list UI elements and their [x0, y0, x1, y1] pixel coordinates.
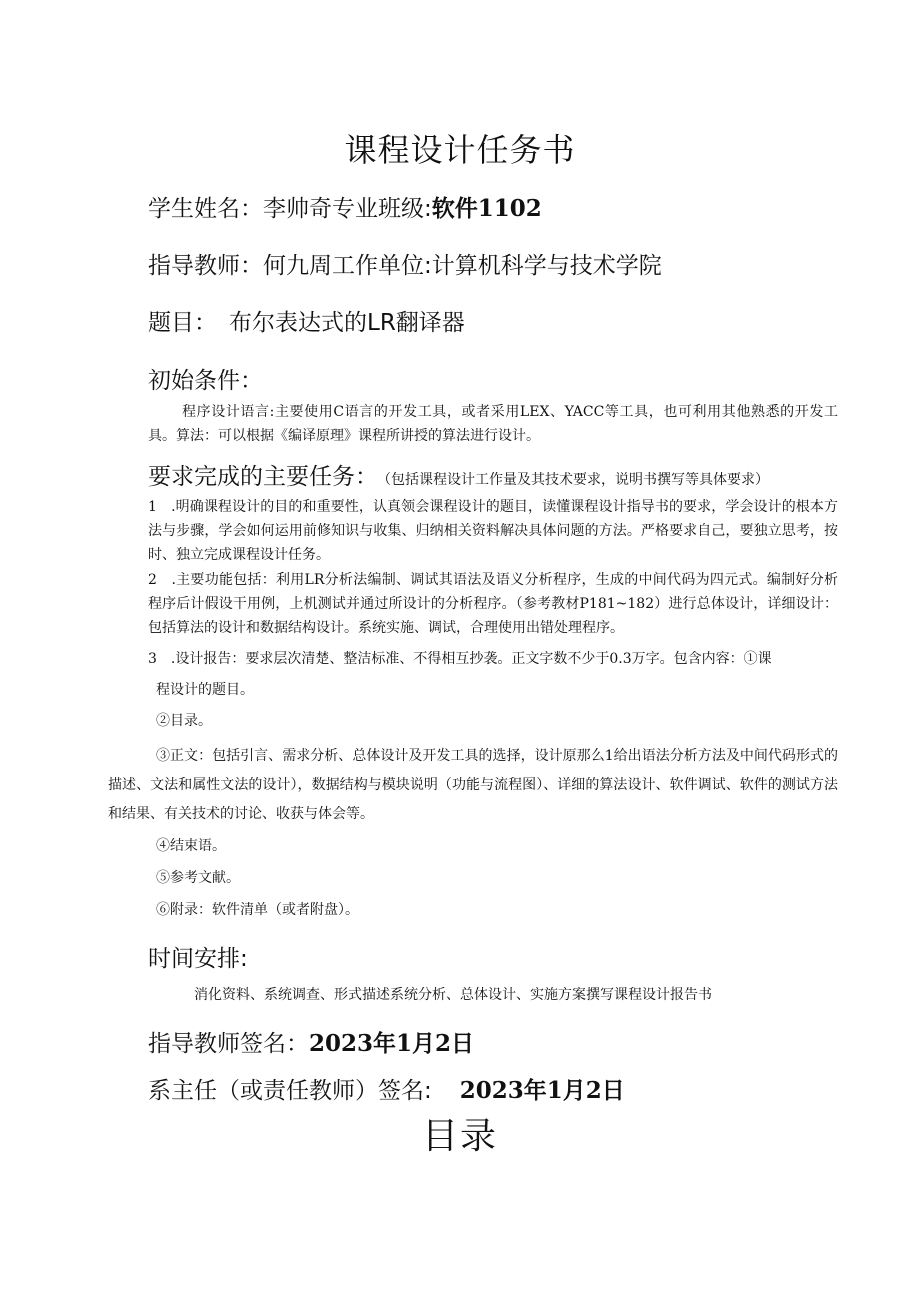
- task-item-2: 2 .主要功能包括：利用LR分析法编制、调试其语法及语义分析程序，生成的中间代码为四元式。编制好分析程序后计假设干用例，上机测试并通过所设计的分析程序。（参考教材P181~182）进行总体设计，详细设计：包括算法的设计和数据结构设计。系统实施、调试，合理使用出错处理程序。: [148, 572, 838, 636]
- tasks-note: （包括课程设计工作量及其技术要求，说明书撰写等具体要求）: [384, 472, 769, 488]
- teacher-signature-line: [148, 1025, 474, 1058]
- tasks-heading: 要求完成的主要任务：: [148, 464, 378, 490]
- task-sub-6: ⑥附录：软件清单（或者附盘）。: [156, 902, 359, 918]
- toc-title: 目录: [421, 1116, 498, 1157]
- task-item-1: 1 .明确课程设计的目的和重要性，认真领会课程设计的题目，读懂课程设计指导书的要求，学会设计的根本方法与步骤，学会如何运用前修知识与收集、归纳相关资料解决具体问题的方法。严格要求自己，要独立思考，按时、独立完成课程设计任务。: [148, 499, 838, 563]
- schedule-text: 消化资料、系统调查、形式描述系统分析、总体设计、实施方案撰写课程设计报告书: [194, 987, 712, 1003]
- schedule-heading: 时间安排:: [148, 946, 248, 972]
- teacher-signature-label: 指导教师签名：: [148, 1031, 309, 1057]
- unit-value: 计算机科学与技术学院: [431, 253, 662, 279]
- director-signature-line: [148, 1072, 625, 1105]
- teacher-name: 何九周: [263, 253, 332, 279]
- director-signature-label: 系主任（或责任教师）签名:: [148, 1078, 432, 1104]
- task-sub-5: ⑤参考文献。: [156, 870, 240, 886]
- teacher-label: 指导教师：: [148, 253, 263, 279]
- task-item-3-cont: 程设计的题目。: [156, 682, 254, 698]
- topic-value: 布尔表达式的LR翻译器: [229, 310, 465, 336]
- topic-label: 题目：: [148, 310, 217, 336]
- topic-line: [148, 304, 465, 337]
- initial-conditions-heading: 初始条件：: [148, 368, 263, 394]
- initial-conditions-text: 程序设计语言:主要使用C语言的开发工具，或者采用LEX、YACC等工具，也可利用其他熟悉的开发工具。算法：可以根据《编译原理》课程所讲授的算法进行设计。: [148, 404, 838, 444]
- student-name: 李帅奇: [263, 196, 332, 222]
- teacher-line: [148, 247, 662, 280]
- unit-label: 工作单位:: [332, 253, 432, 279]
- class-label: 专业班级:: [332, 196, 432, 222]
- document-title: 课程设计任务书: [344, 131, 576, 169]
- task-sub-4: ④结束语。: [156, 838, 226, 854]
- teacher-signature-date: 2023年1月2日: [309, 1030, 475, 1057]
- task-item-3: 3 .设计报告：要求层次清楚、整洁标准、不得相互抄袭。正文字数不少于0.3万字。包含内容：①课: [148, 651, 772, 667]
- task-sub-3: ③正文：包括引言、需求分析、总体设计及开发工具的选择，设计原那么1给出语法分析方法及中间代码形式的描述、文法和属性文法的设计），数据结构与模块说明（功能与流程图）、详细的算法设计、软件调试、软件的测试方法和结果、有关技术的讨论、收获与体会等。: [108, 748, 838, 822]
- director-signature-date: 2023年1月2日: [459, 1077, 625, 1104]
- tasks-heading-line: [148, 458, 769, 491]
- task-sub-2: ②目录。: [156, 713, 212, 729]
- student-name-label: 学生姓名：: [148, 196, 263, 222]
- student-line: [148, 190, 542, 223]
- class-value: 软件1102: [431, 195, 542, 222]
